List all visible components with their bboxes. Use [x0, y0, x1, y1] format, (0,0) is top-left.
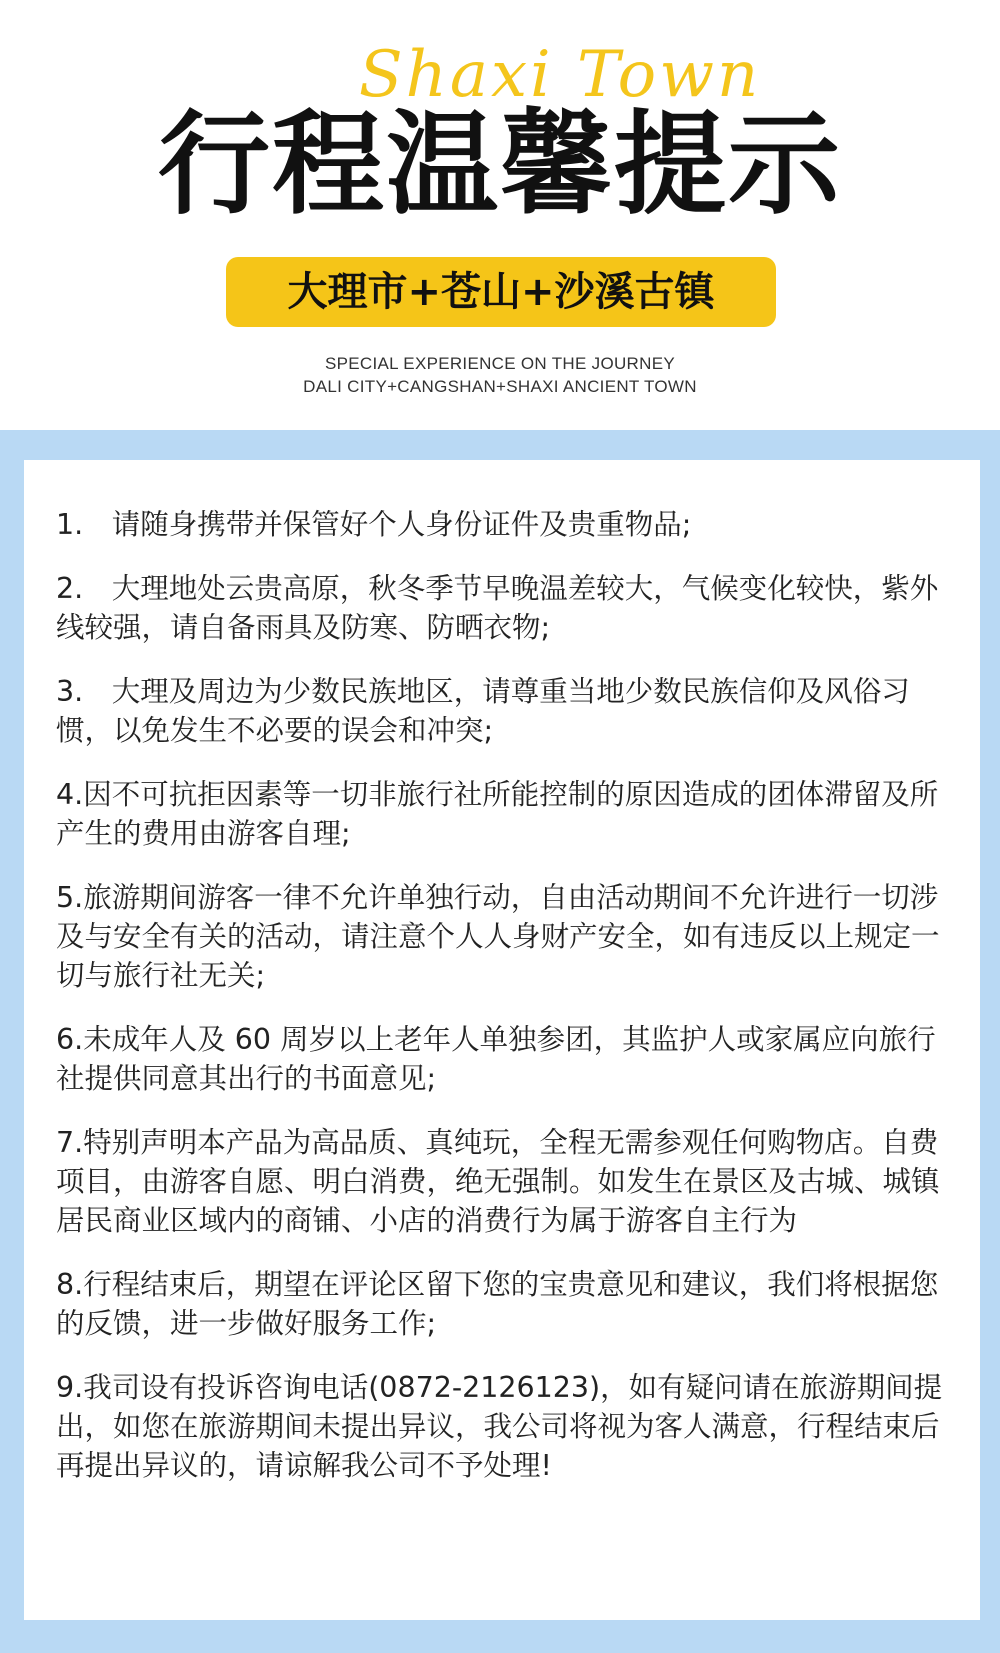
- note-item-4: 4.因不可抗拒因素等一切非旅行社所能控制的原因造成的团体滞留及所产生的费用由游客自理;: [56, 778, 939, 850]
- notes-list: [56, 505, 956, 1510]
- note-item-9: 9.我司设有投诉咨询电话(0872-2126123)，如有疑问请在旅游期间提出，如您在旅游期间未提出异议，我公司将视为客人满意，行程结束后再提出异议的，请谅解我公司不予处理!: [56, 1371, 943, 1482]
- note-item-6: 6.未成年人及 60 周岁以上老年人单独参团，其监护人或家属应向旅行社提供同意其出行的书面意见;: [56, 1023, 936, 1095]
- note-item-2: 2. 大理地处云贵高原，秋冬季节早晚温差较大，气候变化较快，紫外线较强，请自备雨具及防寒、防晒衣物;: [56, 572, 939, 644]
- note-item-1: 1. 请随身携带并保管好个人身份证件及贵重物品;: [56, 508, 692, 541]
- route-badge: 大理市+苍山+沙溪古镇: [226, 257, 776, 327]
- script-word-decoration: Shaxi Town: [358, 38, 762, 112]
- subtitle-line-2: DALI CITY+CANGSHAN+SHAXI ANCIENT TOWN: [303, 377, 697, 396]
- note-item-8: 8.行程结束后，期望在评论区留下您的宝贵意见和建议，我们将根据您的反馈，进一步做好服务工作;: [56, 1268, 939, 1340]
- note-item-7: 7.特别声明本产品为高品质、真纯玩，全程无需参观任何购物店。自费项目，由游客自愿、明白消费，绝无强制。如发生在景区及古城、城镇居民商业区域内的商铺、小店的消费行为属于游客自主行为: [56, 1126, 940, 1237]
- subtitle-line-1: SPECIAL EXPERIENCE ON THE JOURNEY: [325, 354, 675, 373]
- note-item-5: 5.旅游期间游客一律不允许单独行动，自由活动期间不允许进行一切涉及与安全有关的活动，请注意个人人身财产安全，如有违反以上规定一切与旅行社无关;: [56, 881, 940, 992]
- note-item-3: 3. 大理及周边为少数民族地区，请尊重当地少数民族信仰及风俗习惯，以免发生不必要的误会和冲突;: [56, 675, 910, 747]
- page-header: [0, 0, 1000, 430]
- page-title: 行程温馨提示: [158, 99, 842, 230]
